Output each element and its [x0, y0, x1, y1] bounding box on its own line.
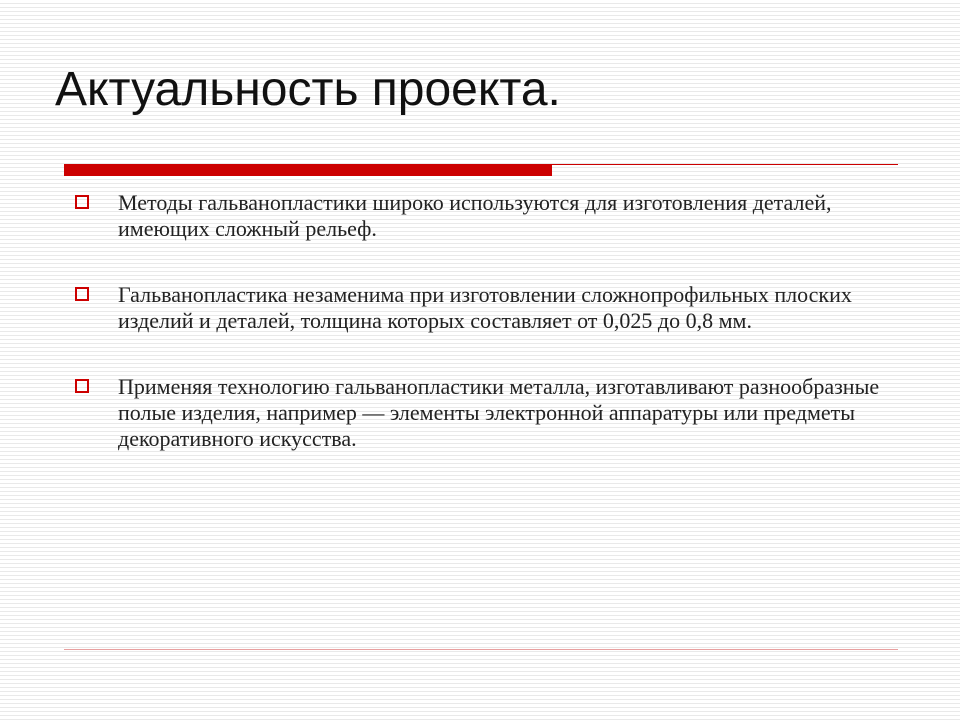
bullet-item [64, 282, 884, 334]
title-underline-thick [64, 164, 552, 176]
bullet-item [64, 190, 884, 242]
bullet-text: Применяя технологию гальванопластики металла, изготавливают разнообразные полые изделия, например — элементы электронной аппаратуры или предметы декоративного искусства. [118, 374, 880, 451]
square-bullet-icon [75, 287, 89, 301]
bullet-text: Гальванопластика незаменима при изготовлении сложнопрофильных плоских изделий и деталей, толщина которых составляет от 0,025 до 0,8 мм. [118, 282, 852, 333]
bullet-item [64, 374, 884, 452]
square-bullet-icon [75, 379, 89, 393]
square-bullet-icon [75, 195, 89, 209]
slide-title: Актуальность проекта. [55, 63, 561, 116]
bullet-list [64, 190, 884, 492]
bullet-text: Методы гальванопластики широко используются для изготовления деталей, имеющих сложный рельеф. [118, 190, 832, 241]
title-underline-thin [552, 164, 898, 165]
footer-rule [64, 649, 898, 650]
